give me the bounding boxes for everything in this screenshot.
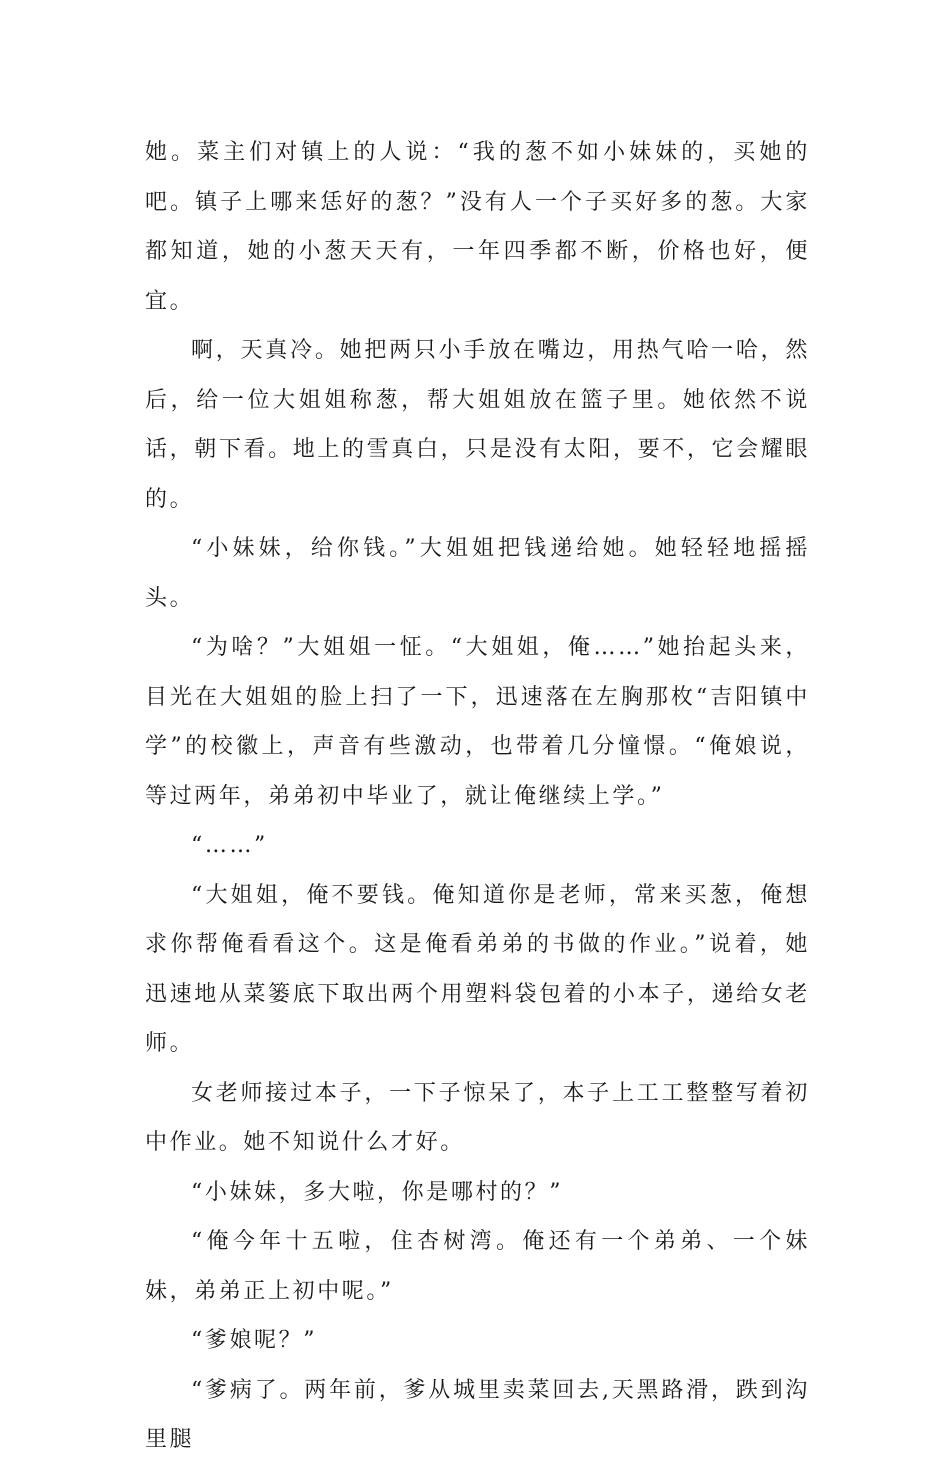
- paragraph-5: “……”: [191, 833, 268, 858]
- paragraph-3: “小妹妹，给你钱。”大姐姐把钱递给她。她轻轻地摇摇头。: [145, 536, 810, 611]
- paragraph-4: “为啥？”大姐姐一怔。“大姐姐，俺……”她抬起头来，目光在大姐姐的脸上扫了一下，迅速落在左胸那枚“吉阳镇中学”的校徽上，声音有些激动，也带着几分憧憬。“俺娘说，等过两年，弟弟初中毕业了，就让俺继续上学。”: [145, 635, 810, 809]
- story-text: [145, 128, 810, 1465]
- paragraph-2: 啊，天真冷。她把两只小手放在嘴边，用热气哈一哈，然后，给一位大姐姐称葱，帮大姐姐放在篮子里。她依然不说话，朝下看。地上的雪真白，只是没有太阳，要不，它会耀眼的。: [145, 338, 810, 512]
- paragraph-1: 她。菜主们对镇上的人说：“我的葱不如小妹妹的，买她的吧。镇子上哪来恁好的葱？”没有人一个子买好多的葱。大家都知道，她的小葱天天有，一年四季都不断，价格也好，便宜。: [145, 140, 810, 314]
- paragraph-8: “小妹妹，多大啦，你是哪村的？”: [191, 1179, 564, 1205]
- paragraph-9: “俺今年十五啦，住杏树湾。俺还有一个弟弟、一个妹妹，弟弟正上初中呢。”: [145, 1229, 810, 1304]
- paragraph-11: “爹病了。两年前，爹从城里卖菜回去,天黑路滑，跌到沟里腿: [145, 1377, 810, 1452]
- paragraph-6: “大姐姐，俺不要钱。俺知道你是老师，常来买葱，俺想求你帮俺看看这个。这是俺看弟弟的书做的作业。”说着，她迅速地从菜篓底下取出两个用塑料袋包着的小本子，递给女老师。: [145, 882, 810, 1056]
- paragraph-10: “爹娘呢？”: [191, 1328, 318, 1353]
- paragraph-7: 女老师接过本子，一下子惊呆了，本子上工工整整写着初中作业。她不知说什么才好。: [145, 1080, 810, 1155]
